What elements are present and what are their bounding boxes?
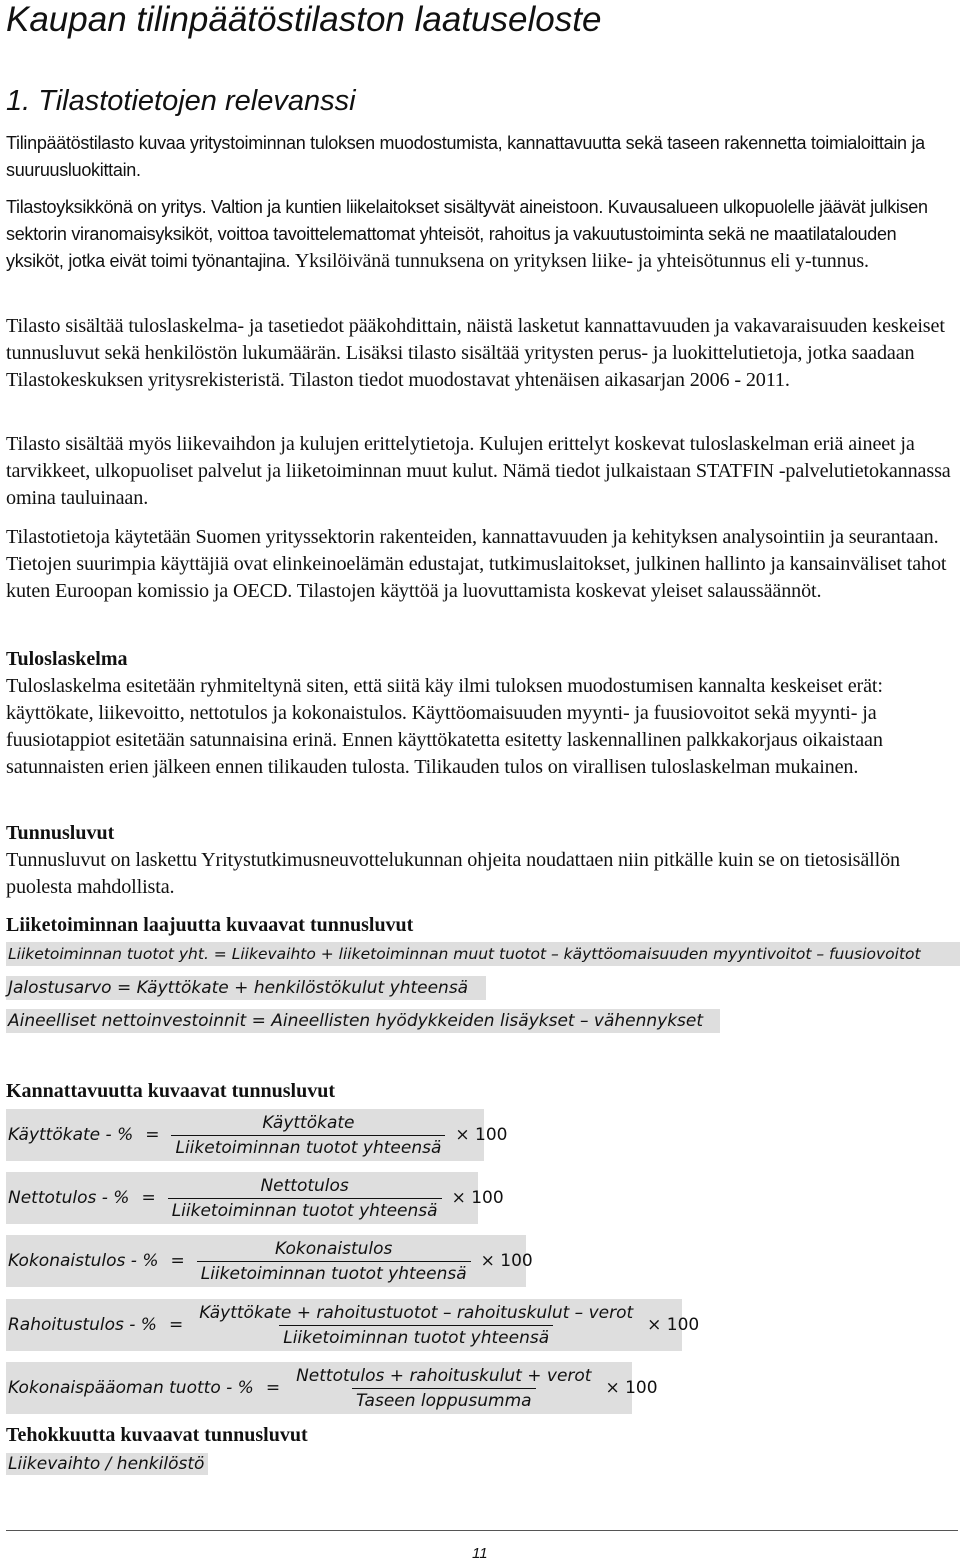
paragraph-business-id-text: Yksilöivänä tunnuksena on yrityksen liike- ja yhteisötunnus eli y-tunnus.: [294, 250, 869, 272]
formula-financial-result-percent: [6, 1299, 700, 1351]
formula-turnover-per-employee: [6, 1453, 208, 1475]
paragraph-contents: Tilasto sisältää tuloslaskelma- ja tasetiedot pääkohdittain, näistä lasketut kannattavuuden ja vakavaraisuuden keskeiset tunnusluvut sekä henkilöstön lukumäärän. Lisäksi tilasto sisältää yritysten perus- ja luokittelutietoja, jotka saadaan Tilastokeskuksen yritysrekisteristä. Tilaston tiedot muodostavat yhtenäisen aikasarjan 2006 - 2011.: [6, 315, 945, 391]
paragraph-statistical-unit-text: Tilastoyksikkönä on yritys. Valtion ja kuntien liikelaitokset sisältyvät aineistoon. Kuvausalueen ulkopuolelle jäävät julkisen sektorin viranomaisyksiköt, voittoa tavoittelemattomat yhteisöt, rahoitus ja vakuutustoiminta sekä ne maatilatalouden yksiköt, jotka eivät toimi työnantajina.: [6, 197, 928, 271]
formula-operating-income-text: Liiketoiminnan tuotot yht. = Liikevaihto + liiketoiminnan muut tuotot – käyttöomaisuuden myyntivoitot – fuusiovoitot: [8, 945, 921, 963]
heading-profitability-figures: Kannattavuutta kuvaavat tunnusluvut: [6, 1080, 335, 1102]
formula-equals: =: [265, 1378, 281, 1398]
formula-value-added: [6, 976, 486, 1000]
formula-numerator: Nettotulos + rahoituskulut + verot: [296, 1365, 592, 1386]
formula-multiplier: × 100: [455, 1125, 508, 1145]
formula-lhs: Käyttökate - %: [8, 1125, 134, 1145]
formula-return-on-assets: [6, 1362, 658, 1414]
formula-total-result-percent: [6, 1235, 533, 1287]
formula-fraction: [195, 1301, 637, 1350]
paragraph-key-figures: Tunnusluvut on laskettu Yritystutkimusneuvottelukunnan ohjeita noudattaen niin pitkälle kuin se on tietosisällön puolesta mahdollista.: [6, 849, 900, 898]
formula-equals: =: [168, 1315, 184, 1335]
paragraph-usage: Tilastotietoja käytetään Suomen yrityssektorin rakenteiden, kannattavuuden ja kehityksen analysointiin ja seurantaan. Tietojen suurimpia käyttäjiä ovat elinkeinoelämän edustajat, tutkimuslaitokset, julkinen hallinto ja kansainväliset tahot kuten Euroopan komissio ja OECD. Tilastojen käyttöä ja luovuttamista koskevat yleiset salaussäännöt.: [6, 526, 947, 602]
formula-equals: =: [141, 1188, 156, 1208]
document-title: Kaupan tilinpäätöstilaston laatuseloste: [6, 0, 602, 39]
page-number: 11: [472, 1545, 488, 1562]
formula-turnover-per-employee-text: Liikevaihto / henkilöstö: [8, 1454, 205, 1474]
section-title: 1. Tilastotietojen relevanssi: [6, 85, 356, 117]
paragraph-income-statement: Tuloslaskelma esitetään ryhmiteltynä siten, että siitä käy ilmi tuloksen muodostumisen kannalta keskeiset erät: käyttökate, liikevoitto, nettotulos ja kokonaistulos. Käyttöomaisuuden myynti- ja fuusiovoitot sekä myynti- ja fuusiotappiot esitetään satunnaisina erinä. Ennen käyttökatetta esitetty laskennallinen palkkakorjaus oikaistaan satunnaisten erien jälkeen ennen tilikauden tulosta. Tilikauden tulos on virallisen tuloslaskelman mukainen.: [6, 675, 883, 778]
formula-net-investments-text: Aineelliset nettoinvestoinnit = Aineellisten hyödykkeiden lisäykset – vähennykset: [8, 1011, 704, 1031]
formula-lhs: Kokonaispääoman tuotto - %: [8, 1378, 254, 1398]
formula-net-investments: [6, 1009, 720, 1033]
formula-value-added-text: Jalostusarvo = Käyttökate + henkilöstökulut yhteensä: [8, 978, 469, 998]
formula-numerator: Nettotulos: [260, 1175, 349, 1196]
formula-multiplier: × 100: [451, 1188, 504, 1208]
heading-key-figures: Tunnusluvut: [6, 822, 115, 844]
paragraph-intro: Tilinpäätöstilasto kuvaa yritystoiminnan tuloksen muodostumista, kannattavuutta sekä taseen rakennetta toimialoittain ja suuruusluokittain.: [6, 133, 925, 180]
footer-divider: [6, 1530, 958, 1531]
formula-net-result-percent: [6, 1172, 504, 1224]
formula-ebitda-percent: [6, 1109, 508, 1161]
formula-multiplier: × 100: [605, 1378, 658, 1398]
formula-denominator: Liiketoiminnan tuotot yhteensä: [168, 1198, 442, 1223]
formula-numerator: Käyttökate: [262, 1112, 355, 1133]
formula-denominator: Liiketoiminnan tuotot yhteensä: [197, 1261, 471, 1286]
formula-fraction: [197, 1237, 471, 1286]
heading-scope-figures: Liiketoiminnan laajuutta kuvaavat tunnusluvut: [6, 914, 414, 936]
paragraph-breakdowns: Tilasto sisältää myös liikevaihdon ja kulujen erittelytietoja. Kulujen erittelyt koskevat tuloslaskelman eriä aineet ja tarvikkeet, ulkopuoliset palvelut ja liiketoiminnan muut kulut. Nämä tiedot julkaistaan STATFIN -palvelutietokannassa omina tauluinaan.: [6, 433, 951, 509]
formula-multiplier: × 100: [647, 1315, 700, 1335]
formula-denominator: Taseen loppusumma: [352, 1388, 536, 1413]
formula-numerator: Käyttökate + rahoitustuotot – rahoituskulut – verot: [199, 1302, 634, 1323]
heading-income-statement: Tuloslaskelma: [6, 648, 128, 670]
formula-multiplier: × 100: [480, 1251, 533, 1271]
formula-lhs: Nettotulos - %: [8, 1188, 130, 1208]
formula-denominator: Liiketoiminnan tuotot yhteensä: [279, 1325, 553, 1350]
paragraph-statistical-unit: [6, 194, 958, 275]
formula-denominator: Liiketoiminnan tuotot yhteensä: [171, 1135, 445, 1160]
heading-efficiency-figures: Tehokkuutta kuvaavat tunnusluvut: [6, 1424, 308, 1446]
formula-fraction: [171, 1111, 445, 1160]
formula-equals: =: [170, 1251, 185, 1271]
formula-lhs: Rahoitustulos - %: [8, 1315, 157, 1335]
formula-operating-income: [6, 942, 960, 966]
formula-numerator: Kokonaistulos: [274, 1238, 393, 1259]
formula-fraction: [168, 1174, 442, 1223]
formula-fraction: [292, 1364, 595, 1413]
formula-equals: =: [145, 1125, 160, 1145]
formula-lhs: Kokonaistulos - %: [8, 1251, 159, 1271]
